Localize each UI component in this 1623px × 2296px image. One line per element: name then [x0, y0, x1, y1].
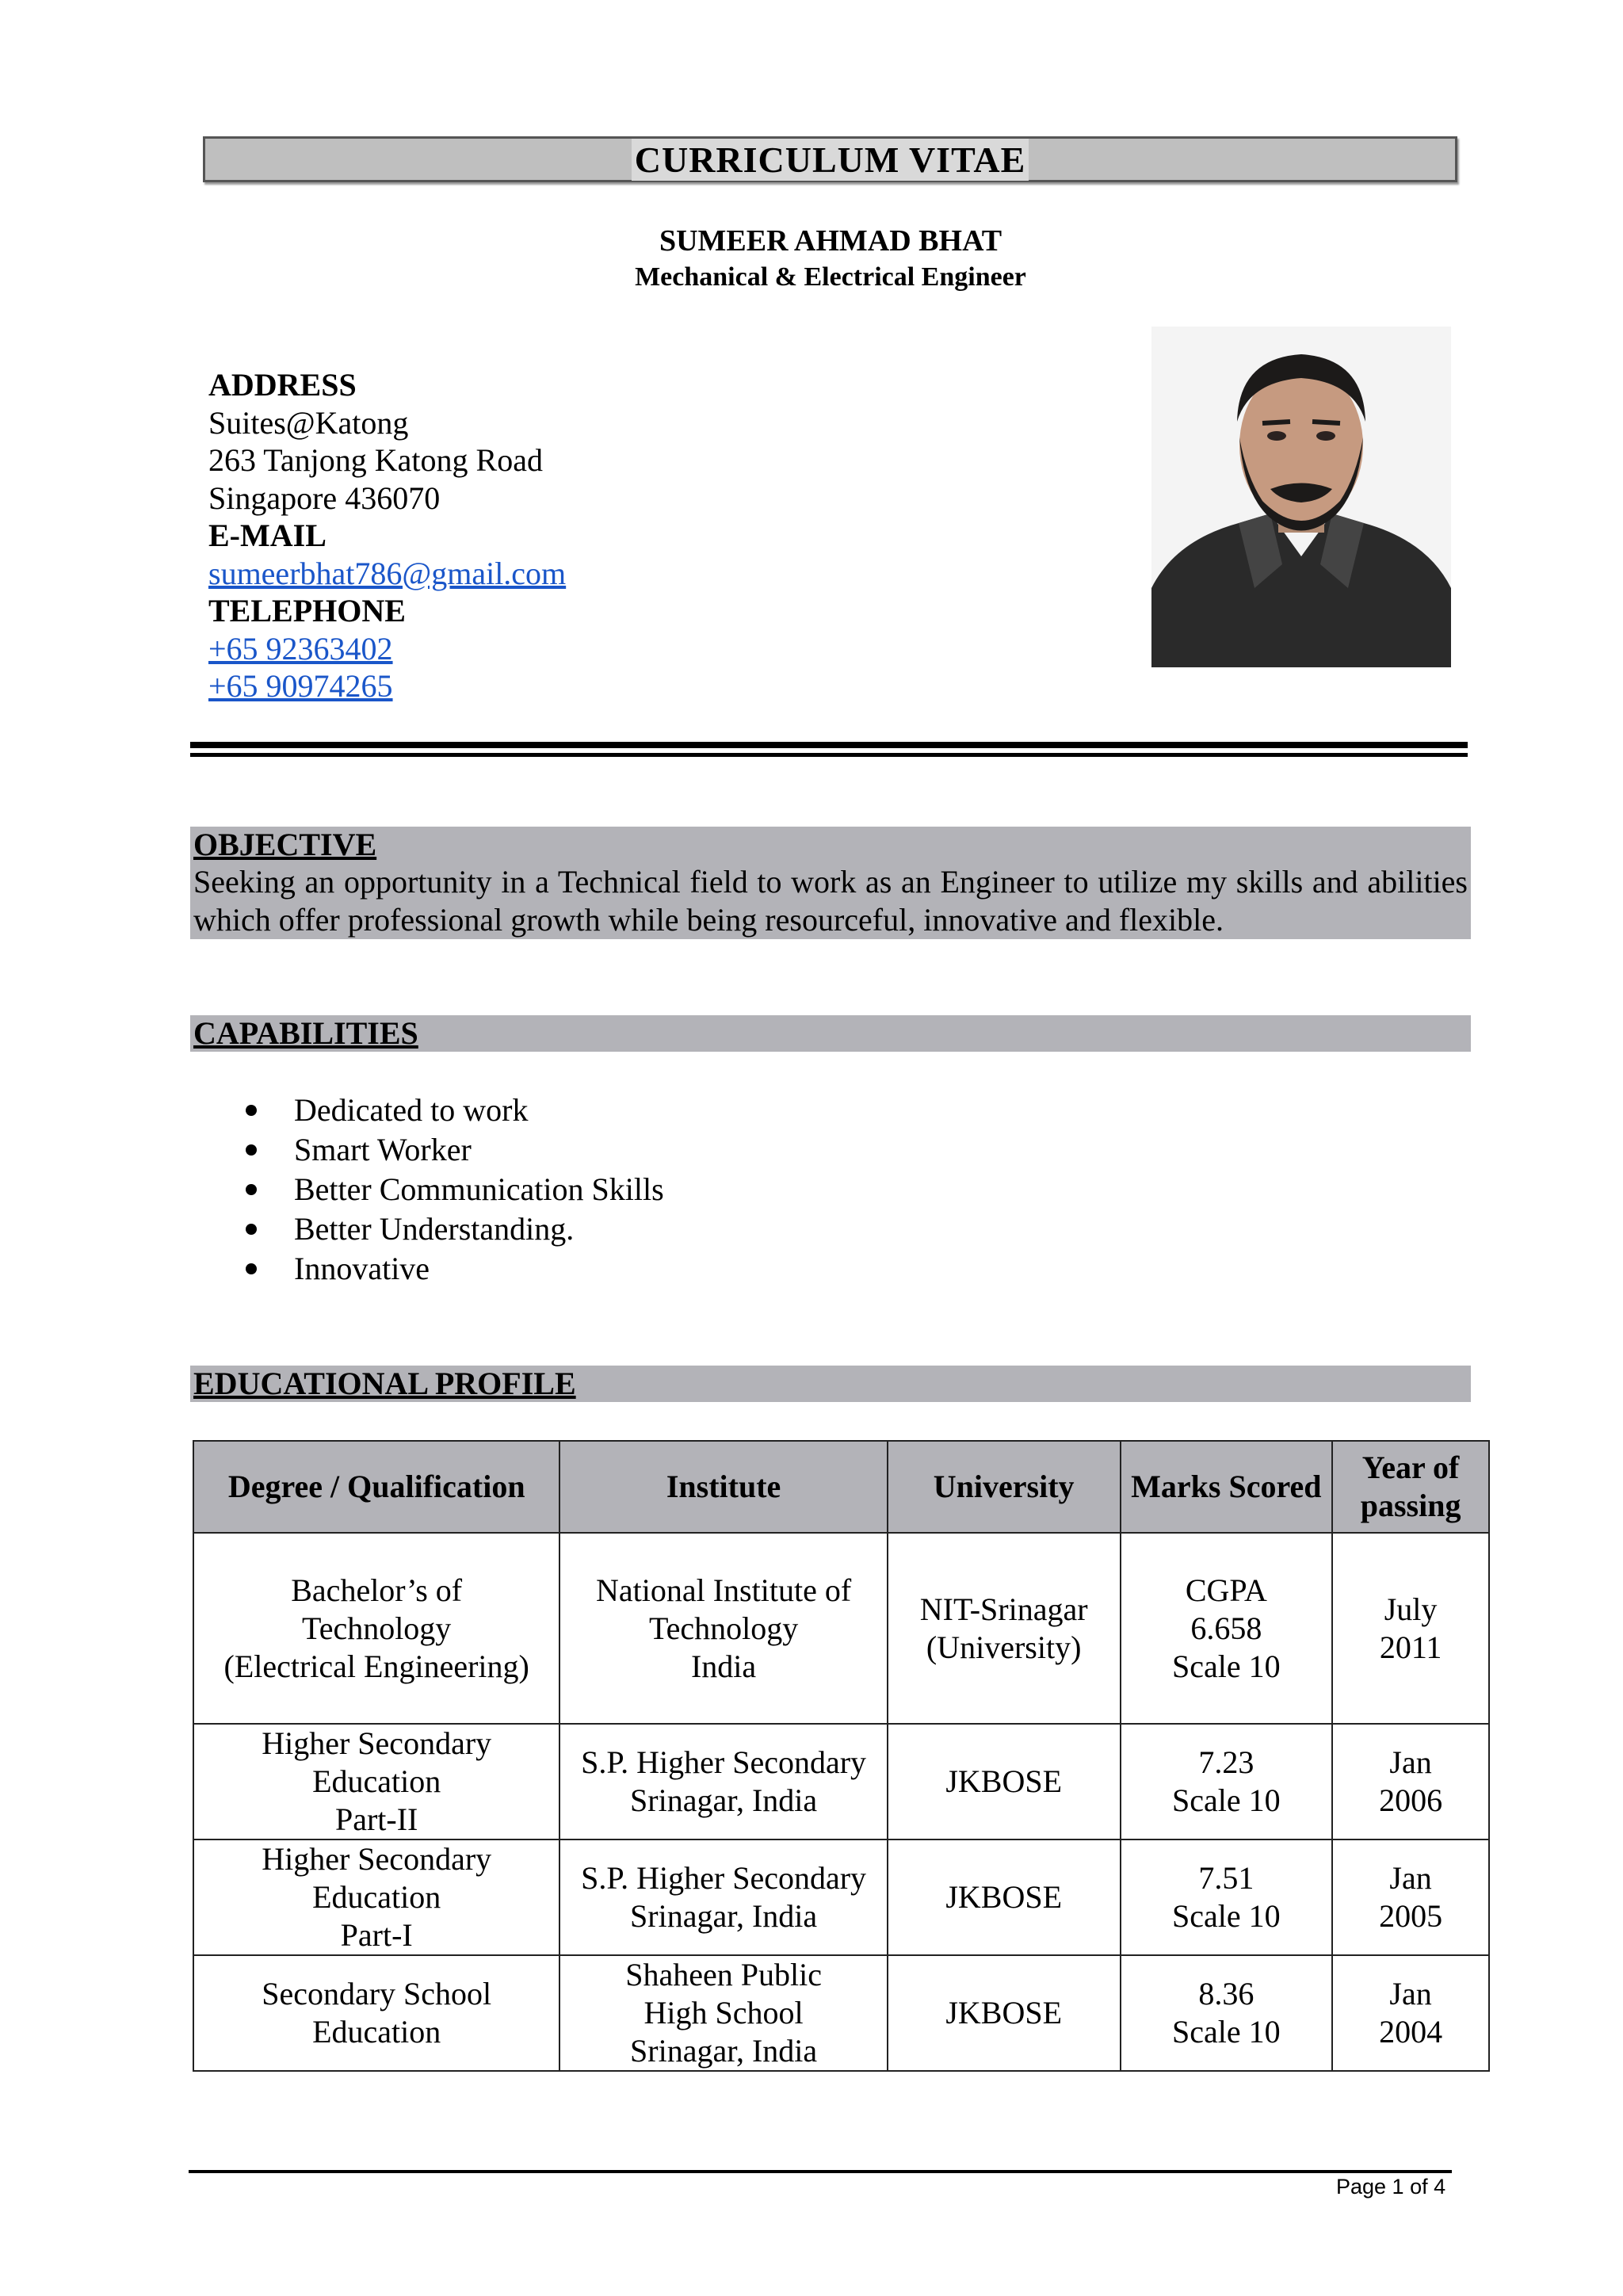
year-cell: Jan 2004 — [1332, 1955, 1489, 2071]
address-label: ADDRESS — [208, 367, 357, 403]
cv-title: CURRICULUM VITAE — [632, 139, 1029, 181]
email-link[interactable]: sumeerbhat786@gmail.com — [208, 555, 567, 591]
institute-cell: Shaheen Public High School Srinagar, India — [559, 1955, 887, 2071]
table-row — [193, 1533, 1489, 1724]
divider-thick — [190, 742, 1468, 748]
column-header: University — [888, 1441, 1121, 1533]
year-cell: July 2011 — [1332, 1533, 1489, 1724]
capabilities-header — [190, 1015, 1471, 1052]
capabilities-list — [238, 1091, 664, 1289]
list-item: Dedicated to work — [238, 1091, 664, 1130]
list-item: Innovative — [238, 1249, 664, 1289]
divider-thin — [190, 753, 1468, 757]
table-row — [193, 1839, 1489, 1955]
marks-cell: CGPA 6.658 Scale 10 — [1121, 1533, 1333, 1724]
degree-cell: Secondary School Education — [193, 1955, 559, 2071]
address-line: Singapore 436070 — [208, 479, 441, 516]
page-number: Page 1 of 4 — [1336, 2175, 1446, 2199]
institute-cell: National Institute of Technology India — [559, 1533, 887, 1724]
phone-link[interactable]: +65 90974265 — [208, 668, 393, 704]
objective-heading: OBJECTIVE — [193, 827, 377, 862]
institute-cell: S.P. Higher Secondary Srinagar, India — [559, 1839, 887, 1955]
table-row — [193, 1955, 1489, 2071]
table-header-row — [193, 1441, 1489, 1533]
bullet-icon — [246, 1105, 257, 1116]
telephone-label: TELEPHONE — [208, 593, 406, 628]
objective-text: Seeking an opportunity in a Technical field to work as an Engineer to utilize my skills and abilities which offer professional growth while being resourceful, innovative and flexible. — [193, 864, 1468, 938]
column-header: Degree / Qualification — [193, 1441, 559, 1533]
phone-link[interactable]: +65 92363402 — [208, 630, 393, 667]
university-cell: JKBOSE — [888, 1724, 1121, 1839]
bullet-icon — [246, 1263, 257, 1274]
education-table — [193, 1440, 1490, 2072]
objective-section — [190, 827, 1471, 939]
column-header: Institute — [559, 1441, 887, 1533]
marks-cell: 8.36 Scale 10 — [1121, 1955, 1333, 2071]
bullet-icon — [246, 1144, 257, 1156]
education-header — [190, 1366, 1471, 1402]
year-cell: Jan 2005 — [1332, 1839, 1489, 1955]
email-label: E-MAIL — [208, 518, 327, 553]
bullet-icon — [246, 1224, 257, 1235]
bullet-icon — [246, 1184, 257, 1195]
marks-cell: 7.23 Scale 10 — [1121, 1724, 1333, 1839]
degree-cell: Bachelor’s of Technology (Electrical Engineering) — [193, 1533, 559, 1724]
institute-cell: S.P. Higher Secondary Srinagar, India — [559, 1724, 887, 1839]
table-row — [193, 1724, 1489, 1839]
degree-cell: Higher Secondary Education Part-II — [193, 1724, 559, 1839]
degree-cell: Higher Secondary Education Part-I — [193, 1839, 559, 1955]
university-cell: JKBOSE — [888, 1839, 1121, 1955]
address-line: 263 Tanjong Katong Road — [208, 442, 543, 478]
column-header: Marks Scored — [1121, 1441, 1333, 1533]
address-line: Suites@Katong — [208, 404, 409, 441]
profile-photo — [1151, 327, 1451, 667]
contact-block — [208, 366, 566, 705]
candidate-name: SUMEER AHMAD BHAT — [659, 224, 1002, 258]
list-item: Better Communication Skills — [238, 1170, 664, 1209]
year-cell: Jan 2006 — [1332, 1724, 1489, 1839]
column-header: Year of passing — [1332, 1441, 1489, 1533]
cv-title-bar — [203, 136, 1457, 182]
capabilities-heading: CAPABILITIES — [193, 1015, 418, 1051]
candidate-role: Mechanical & Electrical Engineer — [635, 262, 1026, 292]
university-cell: JKBOSE — [888, 1955, 1121, 2071]
education-heading: EDUCATIONAL PROFILE — [193, 1366, 576, 1401]
marks-cell: 7.51 Scale 10 — [1121, 1839, 1333, 1955]
footer-divider — [189, 2170, 1452, 2173]
university-cell: NIT-Srinagar (University) — [888, 1533, 1121, 1724]
list-item: Smart Worker — [238, 1130, 664, 1170]
list-item: Better Understanding. — [238, 1209, 664, 1249]
